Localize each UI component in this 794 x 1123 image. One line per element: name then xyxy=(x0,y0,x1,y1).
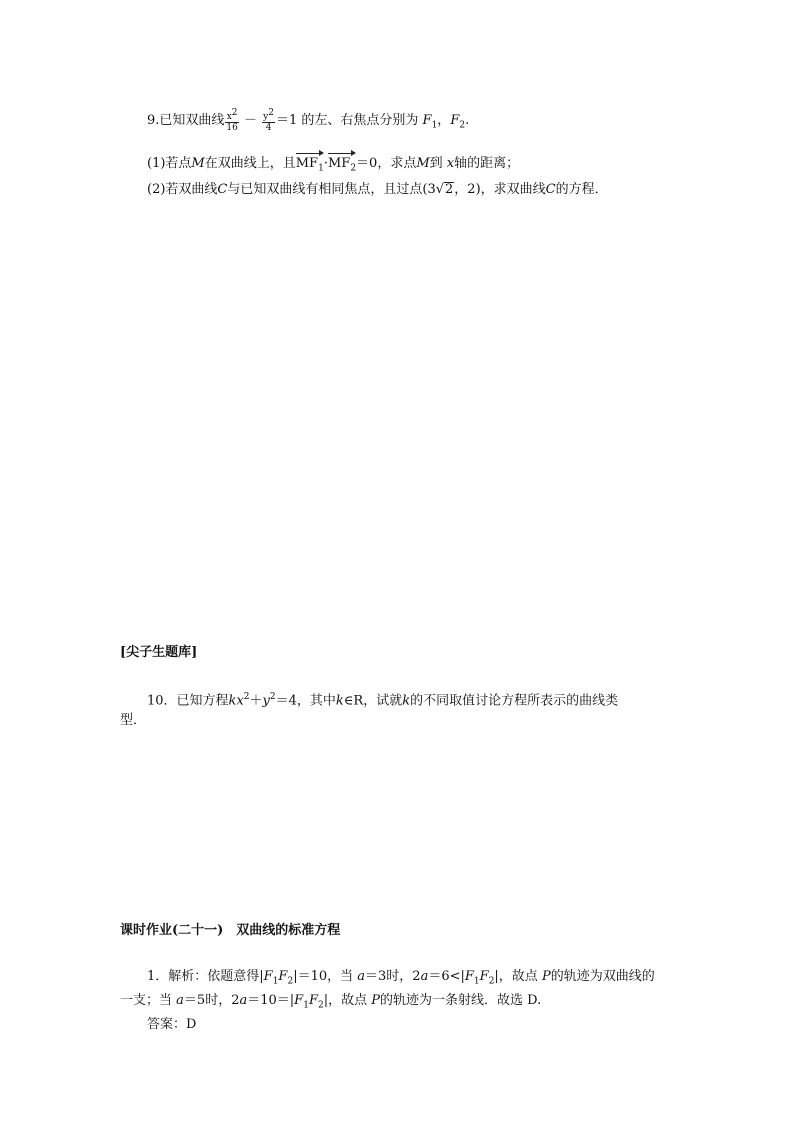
question-10-line-2: 型． xyxy=(120,713,147,728)
section-title: [尖子生题库] xyxy=(120,645,198,660)
answer-heading: 课时作业(二十一) 双曲线的标准方程 xyxy=(120,923,341,938)
answer-1-result: 答案：D xyxy=(147,1017,197,1032)
answer-1-line-1: 1．解析：依题意得$|F_1F_2|=10$，当 a＝3时，$2a=6<|F_1F_2|$，故点 P的轨迹为双曲线的 xyxy=(147,969,655,987)
question-9-stem: 9.已知双曲线 $\frac{x^2}{16}$ － $\frac{y^2}{4}$ ＝1 的左、右焦点分别为 $F_1$，$F_2$. xyxy=(147,108,470,133)
fraction-x2-over-16: $\frac{x^2}{16}$ xyxy=(226,108,238,133)
question-9-part-1: (1)若点M在双曲线上，且$MF_1\cdot MF_2=0$，求点M到 x轴的距离； xyxy=(147,152,519,178)
sqrt-symbol: √ xyxy=(435,182,445,197)
fraction-y2-over-4: $\frac{y^2}{4}$ xyxy=(263,108,274,133)
question-10-line-1: 10．已知方程$kx^2+y^2=4$，其中k∈R，试就k的不同取值讨论方程所表示的曲线类 xyxy=(147,692,619,709)
question-9-part-2: (2)若双曲线C与已知双曲线有相同焦点，且过点(3√2，2)，求双曲线C的方程． xyxy=(147,182,608,197)
vector-mf1: $MF_1$ xyxy=(296,152,324,178)
answer-1-line-2: 一支；当 a＝5时，$2a=10=|F_1F_2|$，故点 P的轨迹为一条射线．故选 D. xyxy=(120,993,542,1011)
vector-mf2: $MF_2$ xyxy=(328,152,356,178)
